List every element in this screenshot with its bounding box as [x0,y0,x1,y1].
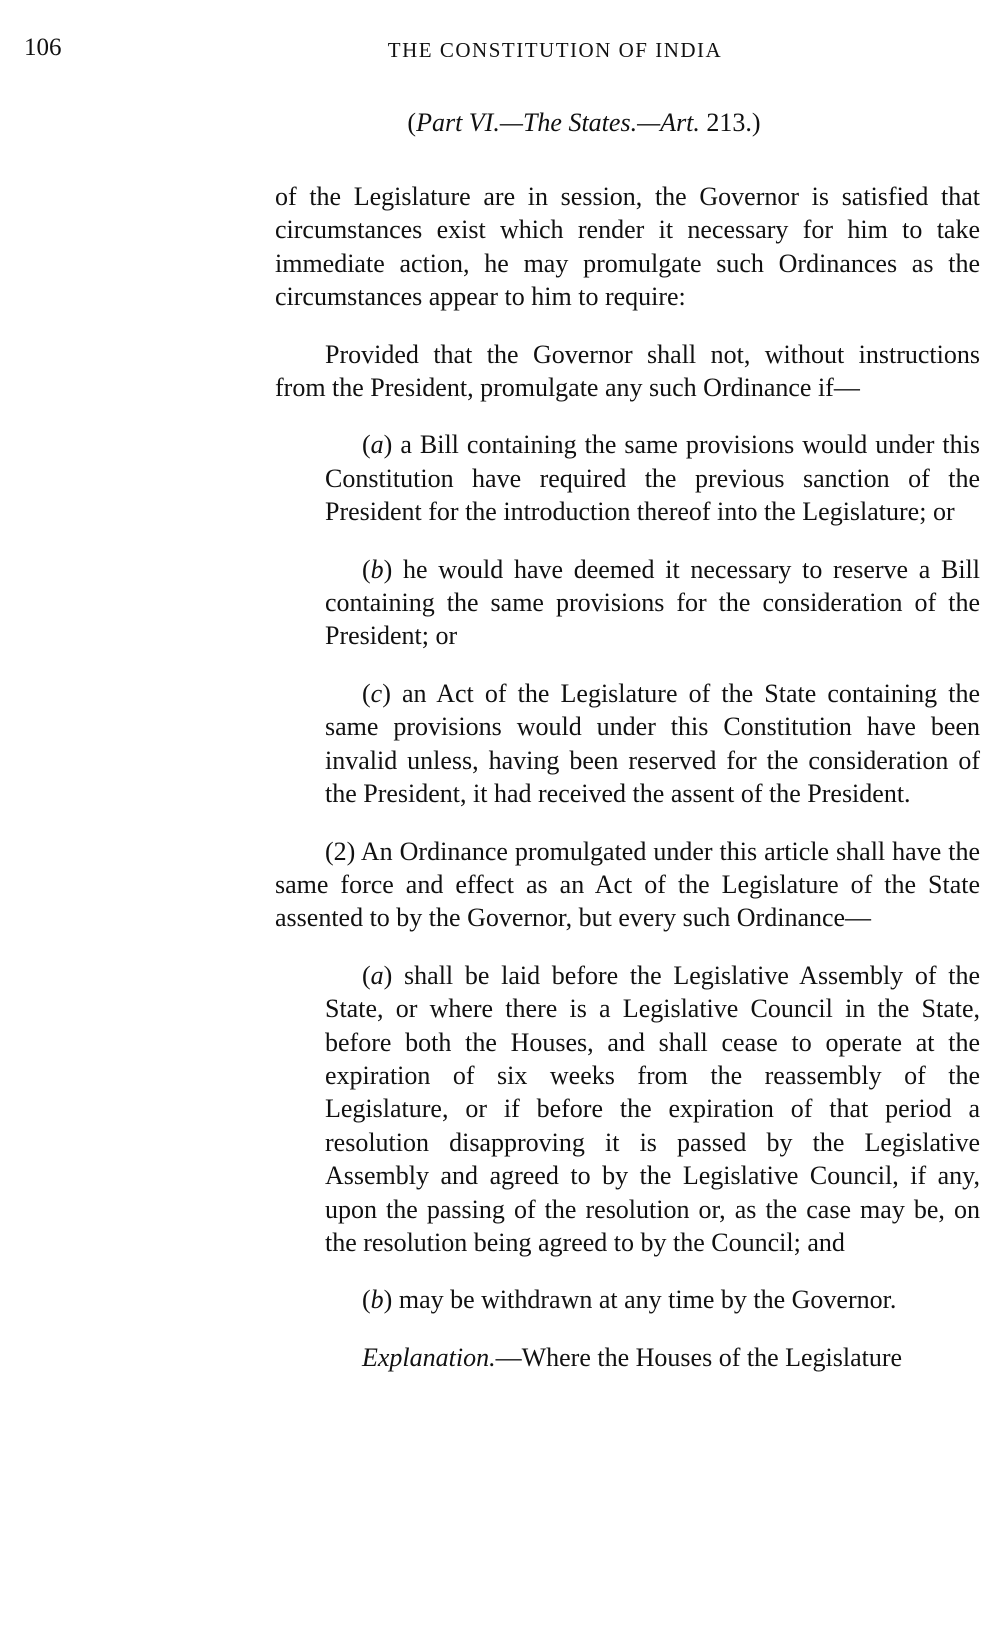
clause-label: c [370,678,383,708]
clause-b-proviso: (b) he would have deemed it necessary to reserve a Bill containing the same provisions for the consideration of the President; or [325,554,980,651]
section-2-paragraph: (2) An Ordinance promulgated under this article shall have the same force and effect as an Act of the Legislature of the State assented to by the Governor, but every such Ordinance— [275,836,980,933]
explanation-text: —Where the Houses of the Legislature [495,1342,903,1372]
clause-label: a [370,430,384,460]
clause-label: b [370,554,384,584]
subheading-part: Part VI.—The States.—Art. [416,108,700,137]
running-head: THE CONSTITUTION OF INDIA [387,38,723,62]
clause-a-proviso: (a) a Bill containing the same provisions would under this Constitution have required the previous sanction of the President for the introduction thereof into the Legislature; or [325,430,980,527]
clause-text: an Act of the Legislature of the State containing the same provisions would under this Constitution have been invalid unless, having been reserved for the consideration of the President, it had received the assent of the President. [325,678,980,809]
clause-c-proviso: (c) an Act of the Legislature of the State containing the same provisions would under this Constitution have been invalid unless, having been reserved for the consideration of the President, it had received the assent of the President. [325,678,980,809]
clause-text: a Bill containing the same provisions would under this Constitution have required the previous sanction of the President for the introduction thereof into the Legislature; or [325,430,980,527]
page-body [275,180,980,1374]
subheading-article: 213.) [699,108,761,137]
clause-b-ordinance: (b) may be withdrawn at any time by the Governor. [362,1285,897,1315]
page-number: 106 [24,34,62,61]
clause-label: a [370,960,384,990]
clause-text: shall be laid before the Legislative Assembly of the State, or where there is a Legislative Council in the State, before both the Houses, and shall cease to operate at the expiration of six weeks from the reassembly of the Legislature, or if before the expiration of that period a resolution disapproving it is passed by the Legislative Assembly and agreed to by the Legislative Council, if any, upon the passing of the resolution or, as the case may be, on the resolution being agreed to by the Council; and [325,960,980,1257]
clause-label: b [370,1285,384,1315]
proviso-paragraph: Provided that the Governor shall not, without instructions from the President, promulgate any such Ordinance if— [275,339,980,403]
explanation-paragraph [325,1341,980,1374]
explanation-label: Explanation. [362,1342,496,1372]
clause-text: may be withdrawn at any time by the Governor. [392,1285,897,1315]
clause-a-ordinance: (a) shall be laid before the Legislative Assembly of the State, or where there is a Legislative Council in the State, before both the Houses, and shall cease to operate at the expiration of six weeks from the reassembly of the Legislature, or if before the expiration of that period a resolution disapproving it is passed by the Legislative Assembly and agreed to by the Legislative Council, if any, upon the passing of the resolution or, as the case may be, on the resolution being agreed to by the Council; and [325,960,980,1257]
paragraph-continuation: of the Legislature are in session, the Governor is satisfied that circumstances exist which render it necessary for him to take immediate action, he may promulgate such Ordinances as the circumstances appear to him to require: [275,182,980,312]
subheading-open: ( [407,108,417,137]
part-subheading [0,108,1000,138]
clause-text: he would have deemed it necessary to reserve a Bill containing the same provisions for the consideration of the President; or [325,554,980,651]
